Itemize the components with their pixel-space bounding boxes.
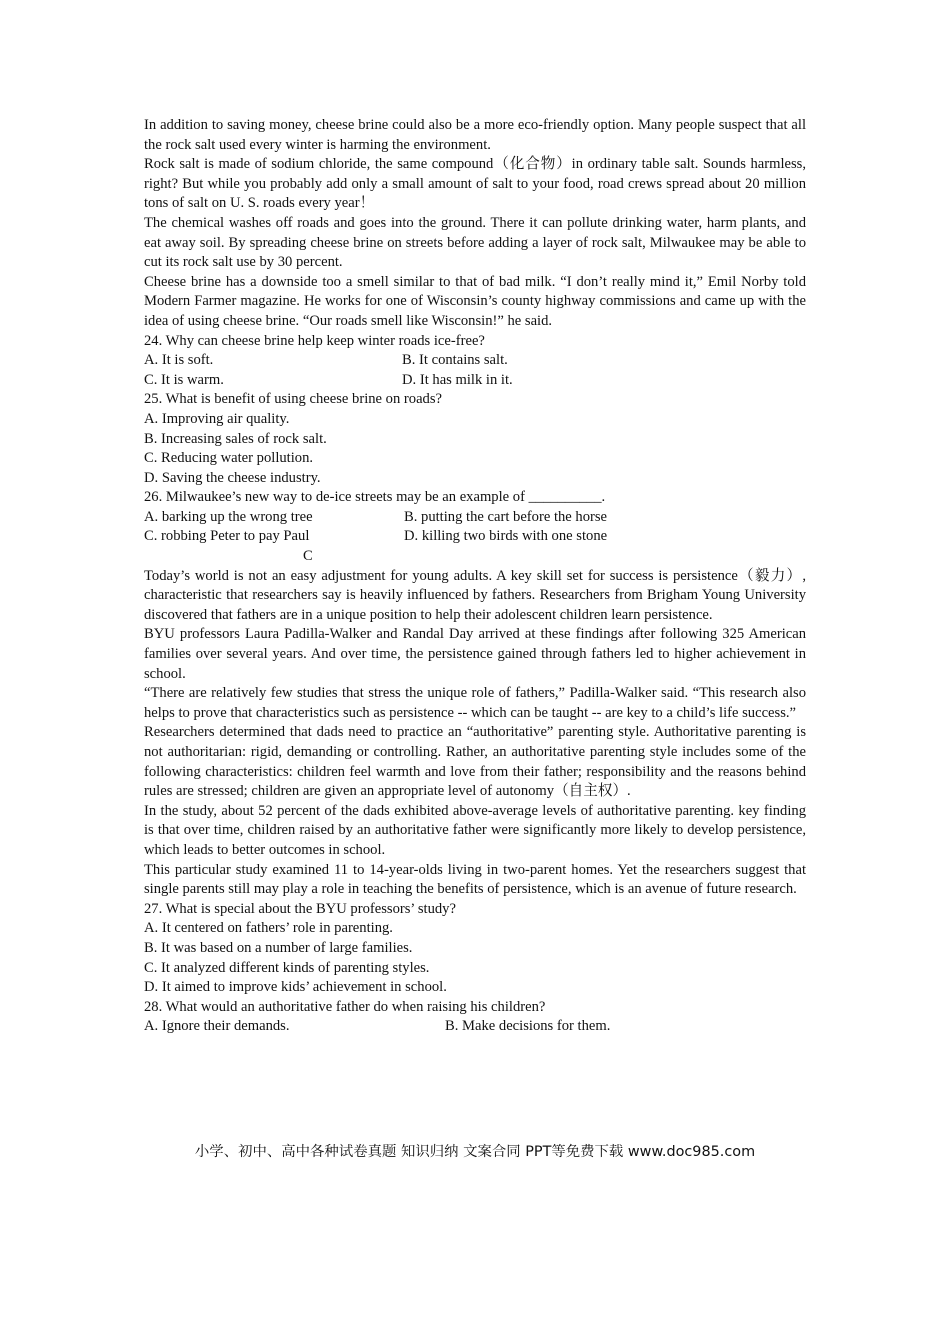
question-25-option-d: D. Saving the cheese industry. bbox=[144, 469, 321, 486]
paragraph: “There are relatively few studies that stress the unique role of fathers,” Padilla-Walker said. “This research also helps to prove that characteristics such as persistence -- which can be taught -- are key to a child’s life success.” bbox=[144, 685, 806, 721]
question-27-option-c: C. It analyzed different kinds of parenting styles. bbox=[144, 959, 430, 976]
section-letter: C bbox=[303, 548, 313, 565]
paragraph: This particular study examined 11 to 14-year-olds living in two-parent homes. Yet the researchers suggest that single parents still may play a role in teaching the benefits of persistence, which is an avenue of future research. bbox=[144, 861, 806, 898]
question-27-stem: 27. What is special about the BYU professors’ study? bbox=[144, 900, 456, 917]
page-footer: 小学、初中、高中各种试卷真题 知识归纳 文案合同 PPT等免费下载 www.doc985.com bbox=[194, 1144, 756, 1160]
paragraph: Researchers determined that dads need to practice an “authoritative” parenting style. Authoritative parenting is not authoritarian: rigid, demanding or controlling. Rather, an authoritative parenting style includes some of the following characteristics: children feel warmth and love from their father; responsibility and the reasons behind rules are stressed; children are given an appropriate level of autonomy（自主权）. bbox=[144, 724, 806, 800]
question-24-options-row-1 bbox=[144, 351, 806, 371]
question-24-options-row-2 bbox=[144, 371, 806, 391]
question-27-option-a: A. It centered on fathers’ role in parenting. bbox=[144, 920, 393, 937]
question-27-option-d: D. It aimed to improve kids’ achievement in school. bbox=[144, 979, 447, 996]
question-26-option-d: D. killing two birds with one stone bbox=[404, 528, 608, 545]
question-24-option-c: C. It is warm. bbox=[144, 371, 224, 388]
question-24-stem: 24. Why can cheese brine help keep winter roads ice-free? bbox=[144, 332, 485, 349]
paragraph: Today’s world is not an easy adjustment for young adults. A key skill set for success is persistence（毅力）, characteristic that researchers say is heavily influenced by fathers. Researchers from Brigham Young University discovered that fathers are in a unique position to help their adolescent children learn persistence. bbox=[144, 567, 806, 623]
question-26-option-a: A. barking up the wrong tree bbox=[144, 508, 313, 525]
question-25-stem: 25. What is benefit of using cheese brine on roads? bbox=[144, 391, 443, 408]
question-26-stem: 26. Milwaukee’s new way to de-ice streets may be an example of __________. bbox=[144, 489, 606, 506]
document-body bbox=[144, 116, 806, 1037]
question-25-option-c: C. Reducing water pollution. bbox=[144, 450, 314, 467]
question-28-option-a: A. Ignore their demands. bbox=[144, 1018, 290, 1035]
question-25-option-b: B. Increasing sales of rock salt. bbox=[144, 430, 327, 447]
question-28-options-row-1 bbox=[144, 1017, 806, 1037]
question-28-stem: 28. What would an authoritative father do when raising his children? bbox=[144, 998, 546, 1015]
question-26-option-c: C. robbing Peter to pay Paul bbox=[144, 528, 310, 545]
question-26-options-row-1 bbox=[144, 508, 806, 528]
paragraph: Cheese brine has a downside too a smell similar to that of bad milk. “I don’t really mind it,” Emil Norby told Modern Farmer magazine. He works for one of Wisconsin’s county highway commissions and came up with the idea of using cheese brine. “Our roads smell like Wisconsin!” he said. bbox=[144, 273, 806, 329]
paragraph: In addition to saving money, cheese brine could also be a more eco-friendly option. Many people suspect that all the rock salt used every winter is harming the environment. bbox=[144, 117, 806, 153]
question-27-option-b: B. It was based on a number of large families. bbox=[144, 939, 413, 956]
paragraph: BYU professors Laura Padilla-Walker and Randal Day arrived at these findings after following 325 American families over several years. And over time, the persistence gained through fathers led to higher achievement in school. bbox=[144, 626, 806, 682]
question-26-option-b: B. putting the cart before the horse bbox=[404, 508, 608, 525]
paragraph: Rock salt is made of sodium chloride, the same compound（化合物）in ordinary table salt. Sounds harmless, right? But while you probably add only a small amount of salt to your food, road crews spread about 20 million tons of salt on U. S. roads every year！ bbox=[144, 156, 806, 212]
question-24-option-b: B. It contains salt. bbox=[402, 352, 508, 369]
question-24-option-a: A. It is soft. bbox=[144, 352, 214, 369]
paragraph: The chemical washes off roads and goes into the ground. There it can pollute drinking water, harm plants, and eat away soil. By spreading cheese brine on streets before adding a layer of rock salt, Milwaukee may be able to cut its rock salt use by 30 percent. bbox=[144, 214, 806, 271]
question-28-option-b: B. Make decisions for them. bbox=[445, 1018, 611, 1035]
paragraph: In the study, about 52 percent of the dads exhibited above-average levels of authoritative parenting. key finding is that over time, children raised by an authoritative father were significantly more likely to develop persistence, which leads to better outcomes in school. bbox=[144, 802, 806, 858]
question-25-option-a: A. Improving air quality. bbox=[144, 410, 290, 427]
question-26-options-row-2 bbox=[144, 527, 806, 547]
question-24-option-d: D. It has milk in it. bbox=[402, 371, 513, 388]
